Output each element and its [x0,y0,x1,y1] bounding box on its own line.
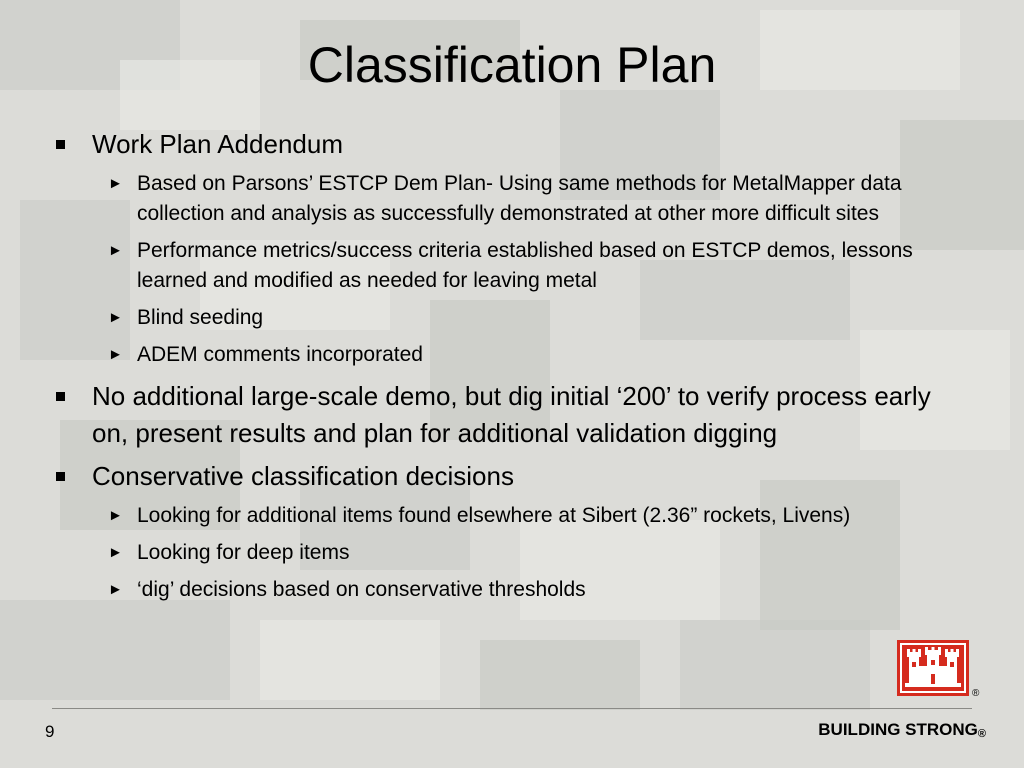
logo-registered-mark: ® [972,688,980,699]
arrow-bullet-icon: ► [108,507,123,524]
sub-bullet-text: Blind seeding [137,306,264,329]
square-bullet-icon [56,472,65,481]
bullet-item [56,458,946,495]
sub-bullet-item [56,340,946,370]
sub-bullet-item [56,236,946,296]
sub-bullet-text: ‘dig’ decisions based on conservative thresholds [137,578,586,601]
bullet-text: Work Plan Addendum [92,129,343,159]
footer-divider [52,708,972,709]
bullet-item [56,126,946,163]
castle-icon [897,640,969,696]
tagline-registered-mark: ® [977,728,986,740]
usace-castle-logo [897,640,969,696]
arrow-bullet-icon: ► [108,175,123,192]
sub-bullet-item [56,575,946,605]
sub-bullet-item [56,501,946,531]
arrow-bullet-icon: ► [108,544,123,561]
sub-bullet-item [56,303,946,333]
arrow-bullet-icon: ► [108,581,123,598]
bullet-text: Conservative classification decisions [92,461,514,491]
bullet-list [56,126,946,612]
footer-tagline [818,720,986,740]
square-bullet-icon [56,140,65,149]
sub-bullet-item [56,169,946,229]
page-number: 9 [45,722,55,741]
arrow-bullet-icon: ► [108,309,123,326]
sub-bullet-text: ADEM comments incorporated [137,343,423,366]
bullet-text: No additional large-scale demo, but dig initial ‘200’ to verify process early on, present results and plan for additional validation digging [92,381,931,448]
square-bullet-icon [56,392,65,401]
arrow-bullet-icon: ► [108,242,123,259]
tagline-text: BUILDING STRONG [818,720,978,739]
slide-title: Classification Plan [307,37,717,93]
sub-bullet-text: Performance metrics/success criteria established based on ESTCP demos, lessons learned and modified as needed for leaving metal [137,239,913,292]
sub-bullet-text: Based on Parsons’ ESTCP Dem Plan- Using same methods for MetalMapper data collection and analysis as successfully demonstrated at other more difficult sites [137,172,902,225]
arrow-bullet-icon: ► [108,346,123,363]
sub-bullet-text: Looking for deep items [137,541,350,564]
bullet-item [56,378,946,452]
sub-bullet-text: Looking for additional items found elsewhere at Sibert (2.36” rockets, Livens) [137,504,851,527]
sub-bullet-item [56,538,946,568]
